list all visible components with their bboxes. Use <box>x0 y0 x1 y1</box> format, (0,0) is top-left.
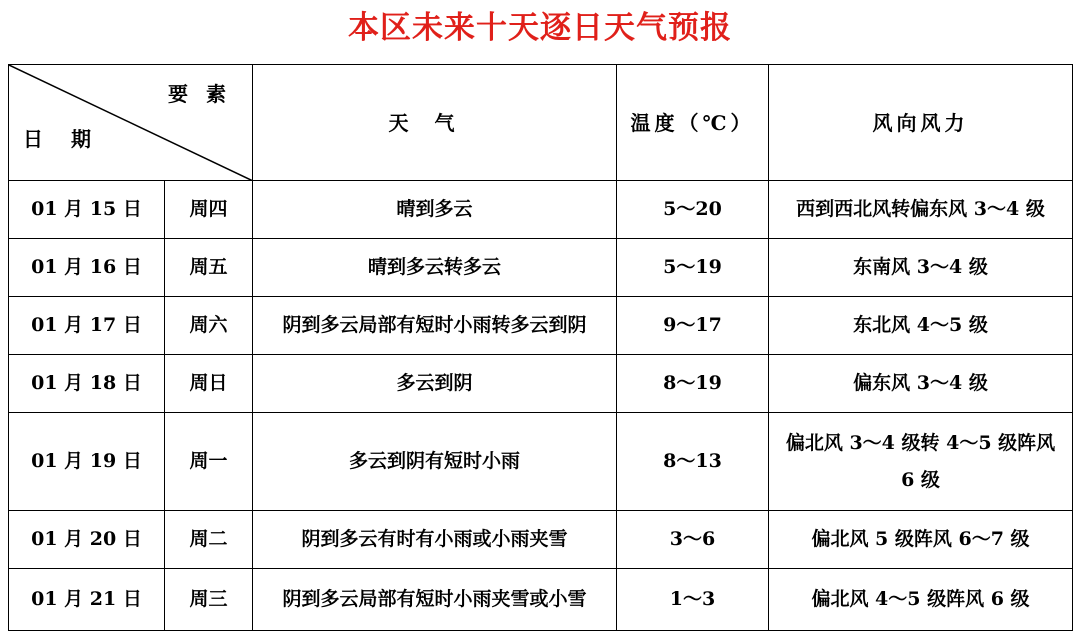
header-row <box>9 65 1073 181</box>
temperature-header: 温度（℃） <box>617 65 769 181</box>
weekday-cell: 周三 <box>165 569 253 631</box>
table-row <box>9 181 1073 239</box>
date-cell: 01 月 18 日 <box>9 355 165 413</box>
weather-cell: 多云到阴有短时小雨 <box>253 413 617 511</box>
table-row <box>9 297 1073 355</box>
date-cell: 01 月 17 日 <box>9 297 165 355</box>
weekday-cell: 周四 <box>165 181 253 239</box>
table-row <box>9 413 1073 511</box>
weather-cell: 阴到多云有时有小雨或小雨夹雪 <box>253 511 617 569</box>
temperature-cell: 9～17 <box>617 297 769 355</box>
forecast-table <box>8 64 1073 631</box>
table-row <box>9 239 1073 297</box>
table-row <box>9 511 1073 569</box>
weather-cell: 阴到多云局部有短时小雨夹雪或小雪 <box>253 569 617 631</box>
date-cell: 01 月 20 日 <box>9 511 165 569</box>
date-cell: 01 月 15 日 <box>9 181 165 239</box>
element-label: 要素 <box>168 82 244 106</box>
table-row <box>9 355 1073 413</box>
date-cell: 01 月 21 日 <box>9 569 165 631</box>
wind-cell: 偏北风 5 级阵风 6～7 级 <box>769 511 1073 569</box>
wind-cell: 东北风 4～5 级 <box>769 297 1073 355</box>
weather-header: 天气 <box>253 65 617 181</box>
weather-cell: 晴到多云 <box>253 181 617 239</box>
date-cell: 01 月 16 日 <box>9 239 165 297</box>
date-label: 日期 <box>23 127 119 151</box>
weather-cell: 晴到多云转多云 <box>253 239 617 297</box>
wind-cell: 偏东风 3～4 级 <box>769 355 1073 413</box>
table-row <box>9 569 1073 631</box>
weekday-cell: 周六 <box>165 297 253 355</box>
weekday-cell: 周五 <box>165 239 253 297</box>
temperature-cell: 8～19 <box>617 355 769 413</box>
date-cell: 01 月 19 日 <box>9 413 165 511</box>
weekday-cell: 周日 <box>165 355 253 413</box>
weekday-cell: 周一 <box>165 413 253 511</box>
temperature-cell: 5～19 <box>617 239 769 297</box>
corner-header-cell <box>9 65 253 181</box>
wind-cell: 偏北风 4～5 级阵风 6 级 <box>769 569 1073 631</box>
temperature-cell: 1～3 <box>617 569 769 631</box>
temperature-cell: 3～6 <box>617 511 769 569</box>
wind-cell: 西到西北风转偏东风 3～4 级 <box>769 181 1073 239</box>
page-title: 本区未来十天逐日天气预报 <box>348 10 732 46</box>
wind-cell: 东南风 3～4 级 <box>769 239 1073 297</box>
temperature-cell: 5～20 <box>617 181 769 239</box>
temperature-cell: 8～13 <box>617 413 769 511</box>
wind-cell: 偏北风 3～4 级转 4～5 级阵风 6 级 <box>769 413 1073 511</box>
weather-cell: 多云到阴 <box>253 355 617 413</box>
wind-header: 风向风力 <box>769 65 1073 181</box>
weekday-cell: 周二 <box>165 511 253 569</box>
weather-cell: 阴到多云局部有短时小雨转多云到阴 <box>253 297 617 355</box>
